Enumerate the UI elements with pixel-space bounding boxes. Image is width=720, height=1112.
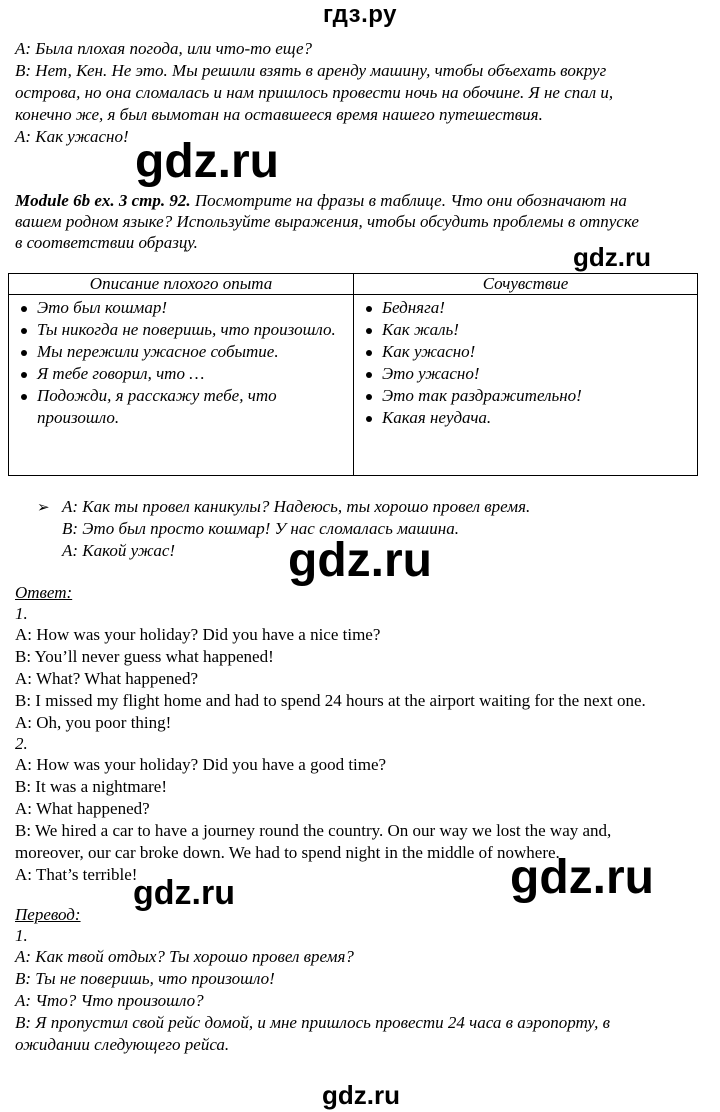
bullet-icon (21, 306, 27, 312)
translation-line-1: A: Как твой отдых? Ты хорошо провел время? (15, 947, 354, 966)
site-header: гдз.ру (323, 1, 397, 28)
list-item-text: Это был кошмар! (37, 298, 168, 317)
bullet-icon (366, 306, 372, 312)
exercise-line-3: в соответствии образцу. (15, 233, 198, 252)
list-item-text: Какая неудача. (382, 408, 492, 427)
dialog-top-line-3: острова, но она сломалась и нам пришлось провести ночь на обочине. Я не спал и, (15, 83, 614, 102)
exercise-text-1: Посмотрите на фразы в таблице. Что они обозначают на (194, 191, 627, 210)
example-line-1: A: Как ты провел каникулы? Надеюсь, ты хорошо провел время. (62, 497, 531, 516)
table-cell-sympathy (354, 295, 698, 476)
watermark: gdz.ru (510, 851, 654, 904)
dialog-top-line-1: A: Была плохая погода, или что-то еще? (15, 39, 313, 58)
translation-line-2: B: Ты не поверишь, что произошло! (15, 969, 275, 988)
arrow-bullet-icon: ➢ (37, 498, 50, 516)
bullet-icon (21, 350, 27, 356)
list-item (13, 363, 349, 385)
list-item (358, 319, 693, 341)
answer-dialog2-line-2: B: It was a nightmare! (15, 777, 168, 796)
watermark: gdz.ru (288, 534, 432, 587)
watermark: gdz.ru (133, 874, 235, 912)
exercise-line-2: вашем родном языке? Используйте выражения, чтобы обсудить проблемы в отпуске (15, 212, 639, 231)
list-item-text: Подожди, я расскажу тебе, что произошло. (37, 386, 277, 427)
exercise-line-1 (15, 190, 627, 211)
sympathy-list (358, 297, 693, 429)
answer-dialog1-line-3: A: What? What happened? (15, 669, 198, 688)
list-item (358, 341, 693, 363)
answer-dialog1-line-5: A: Oh, you poor thing! (15, 713, 172, 732)
list-item (13, 297, 349, 319)
list-item (358, 363, 693, 385)
answer-dialog2-line-4: B: We hired a car to have a journey round the country. On our way we lost the way and, (15, 821, 612, 840)
phrase-table (8, 273, 698, 476)
answer-dialog2-line-6: A: That’s terrible! (15, 865, 138, 884)
list-item (358, 385, 693, 407)
example-line-2: B: Это был просто кошмар! У нас сломалась машина. (62, 519, 459, 538)
translation-dialog1-number: 1. (15, 926, 28, 945)
list-item (13, 319, 349, 341)
exercise-ref: Module 6b ex. 3 стр. 92. (15, 191, 191, 210)
translation-line-4: B: Я пропустил свой рейс домой, и мне пришлось провести 24 часа в аэропорту, в (15, 1013, 610, 1032)
answer-dialog2-line-1: A: How was your holiday? Did you have a good time? (15, 755, 387, 774)
list-item (358, 407, 693, 429)
watermark: gdz.ru (135, 135, 279, 188)
list-item (13, 385, 349, 429)
list-item-text: Ты никогда не поверишь, что произошло. (37, 320, 336, 339)
translation-line-5: ожидании следующего рейса. (15, 1035, 230, 1054)
watermark: gdz.ru (573, 242, 651, 272)
bullet-icon (21, 372, 27, 378)
list-item-text: Я тебе говорил, что … (37, 364, 205, 383)
list-item-text: Это ужасно! (382, 364, 480, 383)
bullet-icon (21, 328, 27, 334)
answer-dialog1-line-2: B: You’ll never guess what happened! (15, 647, 274, 666)
answer-dialog2-number: 2. (15, 734, 28, 753)
list-item (13, 341, 349, 363)
list-item-text: Бедняга! (382, 298, 445, 317)
bullet-icon (366, 416, 372, 422)
list-item-text: Как жаль! (382, 320, 459, 339)
answer-dialog1-line-1: A: How was your holiday? Did you have a nice time? (15, 625, 381, 644)
dialog-top-line-4: конечно же, я был вымотан на оставшееся время нашего путешествия. (15, 105, 543, 124)
translation-label: Перевод: (15, 905, 81, 924)
bad-experience-list (13, 297, 349, 429)
bullet-icon (366, 328, 372, 334)
table-header-sympathy: Сочувствие (354, 274, 698, 295)
list-item-text: Как ужасно! (382, 342, 476, 361)
table-header-bad-experience: Описание плохого опыта (9, 274, 354, 295)
answer-dialog1-line-4: B: I missed my flight home and had to spend 24 hours at the airport waiting for the next one. (15, 691, 646, 710)
list-item-text: Мы пережили ужасное событие. (37, 342, 279, 361)
list-item-text: Это так раздражительно! (382, 386, 582, 405)
answer-dialog1-number: 1. (15, 604, 28, 623)
bullet-icon (366, 350, 372, 356)
example-line-3: A: Какой ужас! (62, 541, 176, 560)
bullet-icon (366, 394, 372, 400)
bullet-icon (21, 394, 27, 400)
translation-line-3: A: Что? Что произошло? (15, 991, 204, 1010)
answer-dialog2-line-3: A: What happened? (15, 799, 150, 818)
list-item (358, 297, 693, 319)
dialog-top-line-5: A: Как ужасно! (15, 127, 129, 146)
table-cell-bad-experience (9, 295, 354, 476)
answer-dialog2-line-5: moreover, our car broke down. We had to spend night in the middle of nowhere. (15, 843, 560, 862)
bullet-icon (366, 372, 372, 378)
dialog-top-line-2: B: Нет, Кен. Не это. Мы решили взять в аренду машину, чтобы объехать вокруг (15, 61, 607, 80)
answer-label: Ответ: (15, 583, 73, 602)
watermark: gdz.ru (322, 1080, 400, 1110)
